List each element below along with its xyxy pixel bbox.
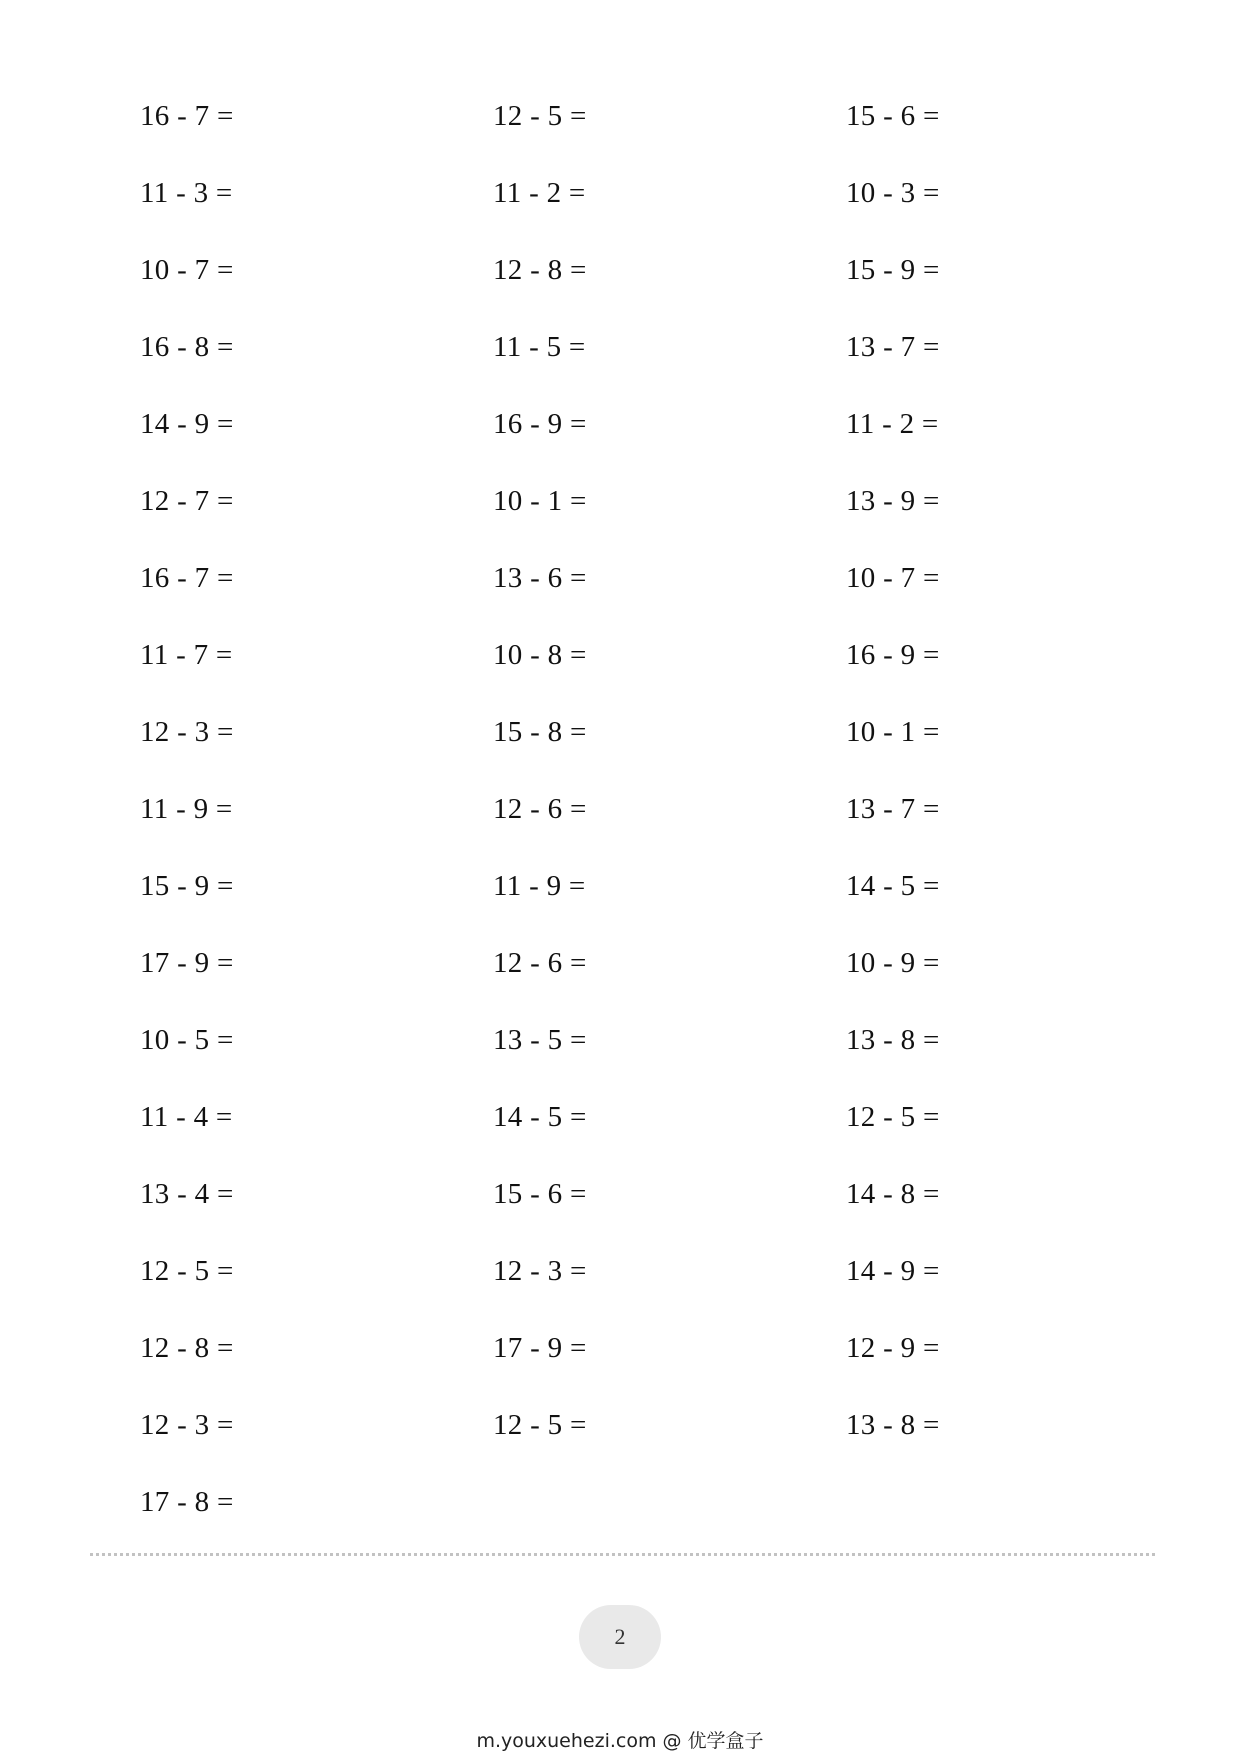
math-problem: 14 - 5 = — [846, 870, 940, 902]
math-problem: 14 - 5 = — [493, 1101, 587, 1133]
math-problem: 12 - 8 = — [140, 1332, 234, 1364]
math-problem: 12 - 6 = — [493, 947, 587, 979]
math-problem: 10 - 5 = — [140, 1024, 234, 1056]
math-problem: 16 - 7 = — [140, 100, 234, 132]
math-problem: 11 - 7 = — [140, 639, 233, 671]
page-number-badge — [579, 1605, 661, 1669]
math-problem: 17 - 9 = — [493, 1332, 587, 1364]
math-problem: 12 - 5 = — [493, 1409, 587, 1441]
math-problem: 12 - 5 = — [846, 1101, 940, 1133]
math-problem: 12 - 8 = — [493, 254, 587, 286]
math-problem: 10 - 8 = — [493, 639, 587, 671]
math-problem: 13 - 7 = — [846, 331, 940, 363]
math-problem: 13 - 6 = — [493, 562, 587, 594]
footer-watermark: m.youxuehezi.com @ 优学盒子 — [476, 1730, 764, 1752]
math-problem: 12 - 3 = — [140, 1409, 234, 1441]
math-problem: 16 - 9 = — [493, 408, 587, 440]
math-problem: 16 - 7 = — [140, 562, 234, 594]
math-problem: 15 - 6 = — [846, 100, 940, 132]
math-problem: 11 - 5 = — [493, 331, 586, 363]
page-number: 2 — [614, 1624, 626, 1649]
math-problem: 13 - 9 = — [846, 485, 940, 517]
math-problem: 12 - 5 = — [140, 1255, 234, 1287]
math-problem: 17 - 9 = — [140, 947, 234, 979]
math-problem: 17 - 8 = — [140, 1486, 234, 1518]
math-problem: 11 - 2 = — [846, 408, 939, 440]
math-problem: 15 - 8 = — [493, 716, 587, 748]
math-problem: 12 - 3 = — [140, 716, 234, 748]
math-problem: 13 - 5 = — [493, 1024, 587, 1056]
math-problem: 12 - 3 = — [493, 1255, 587, 1287]
math-problem: 14 - 9 = — [846, 1255, 940, 1287]
math-problem: 14 - 9 = — [140, 408, 234, 440]
math-problem: 15 - 9 = — [140, 870, 234, 902]
math-problem: 12 - 7 = — [140, 485, 234, 517]
math-problem: 10 - 7 = — [140, 254, 234, 286]
math-problem: 15 - 9 = — [846, 254, 940, 286]
math-problem: 10 - 7 = — [846, 562, 940, 594]
math-problem: 10 - 1 = — [846, 716, 940, 748]
math-problem: 13 - 7 = — [846, 793, 940, 825]
math-problem: 14 - 8 = — [846, 1178, 940, 1210]
math-problem: 16 - 8 = — [140, 331, 234, 363]
math-problem: 11 - 4 = — [140, 1101, 233, 1133]
math-problem: 11 - 2 = — [493, 177, 586, 209]
math-problem: 13 - 8 = — [846, 1024, 940, 1056]
dotted-divider — [90, 1553, 1155, 1556]
math-problem: 16 - 9 = — [846, 639, 940, 671]
math-problem: 11 - 9 = — [140, 793, 233, 825]
math-problem: 15 - 6 = — [493, 1178, 587, 1210]
math-problem: 13 - 4 = — [140, 1178, 234, 1210]
math-problem: 12 - 5 = — [493, 100, 587, 132]
math-problem: 10 - 9 = — [846, 947, 940, 979]
math-problem: 12 - 9 = — [846, 1332, 940, 1364]
math-problem: 10 - 3 = — [846, 177, 940, 209]
math-problem: 10 - 1 = — [493, 485, 587, 517]
math-problem: 12 - 6 = — [493, 793, 587, 825]
problems-grid — [140, 96, 1140, 1559]
math-problem: 11 - 3 = — [140, 177, 233, 209]
math-problem: 13 - 8 = — [846, 1409, 940, 1441]
math-problem: 11 - 9 = — [493, 870, 586, 902]
